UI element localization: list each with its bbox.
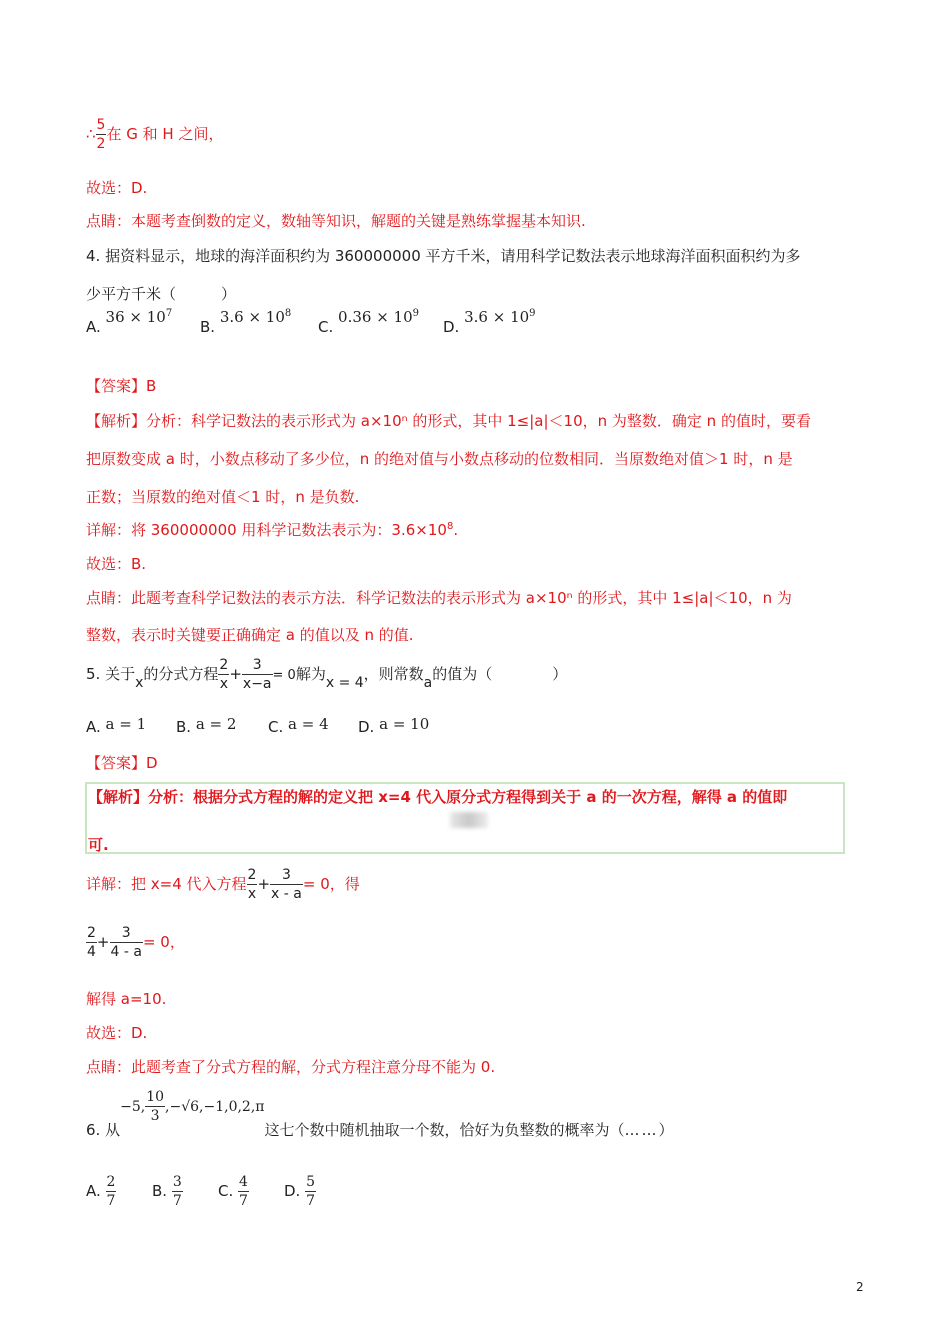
q4-comment-line1: 点睛：此题考查科学记数法的表示方法．科学记数法的表示形式为 a×10ⁿ 的形式，其中 1≤|a|＜10，n 为 (86, 589, 792, 607)
q4-answer: 【答案】B (86, 377, 157, 395)
blurred-watermark (450, 812, 488, 828)
q4-stem-line2: 少平方千米（ ） (86, 285, 237, 303)
q4-analysis-line3: 正数；当原数的绝对值＜1 时，n 是负数. (86, 488, 360, 506)
q5-answer: 【答案】D (86, 754, 158, 772)
q6-option-b: B. $\frac{3}{7}$ (152, 1174, 182, 1209)
q4-option-b: B. $3.6 \times 10^8$ (200, 308, 292, 336)
q6-option-a: A. $\frac{2}{7}$ (86, 1174, 116, 1209)
therefore-symbol: ∴ (86, 125, 96, 143)
q4-analysis-line1: 【解析】分析：科学记数法的表示形式为 a×10ⁿ 的形式，其中 1≤|a|＜10，n 为整数．确定 n 的值时，要看 (86, 412, 811, 430)
q5-analysis-line2: 可. (88, 836, 109, 854)
q6-stem: 6. 从−5, $\frac{10}{3}$ ,−√6,−1,0,2,π这七个数中随机抽取一个数，恰好为负整数的概率为（……） (86, 1089, 674, 1139)
therefore-text: 在 G 和 H 之间， (106, 125, 224, 143)
q5-choose: 故选：D. (86, 1024, 148, 1042)
q5-comment: 点睛：此题考查了分式方程的解，分式方程注意分母不能为 0. (86, 1058, 496, 1076)
q4-choose: 故选：B. (86, 555, 147, 573)
q4-option-a: A. $36 \times 10^7$ (86, 308, 173, 336)
fraction: $\frac{5}{2}$ (96, 117, 106, 152)
choose-line: 故选：D. (86, 179, 148, 197)
q5-stem: 5. 关于x的分式方程 $\frac{2}{x}$ + $\frac{3}{x-a}$ = 0解为x = 4，则常数a的值为（ ） (86, 657, 568, 692)
q5-solve: 解得 a=10. (86, 990, 167, 1008)
q5-option-d: D. a = 10 (358, 715, 430, 736)
q5-equation: $\frac{2}{4}$ + $\frac{3}{4 - a}$ = 0， (87, 925, 185, 960)
q4-analysis-line2: 把原数变成 a 时，小数点移动了多少位，n 的绝对值与小数点移动的位数相同．当原数绝对值＞1 时，n 是 (86, 450, 793, 468)
q5-option-c: C. a = 4 (268, 715, 329, 736)
therefore-line (86, 118, 223, 151)
q6-option-d: D. $\frac{5}{7}$ (284, 1174, 316, 1209)
q4-detail: 详解：将 360000000 用科学记数法表示为：$3.6\times 10^8$. (86, 521, 459, 539)
q5-analysis-line1: 【解析】分析：根据分式方程的解的定义把 x=4 代入原分式方程得到关于 a 的一次方程，解得 a 的值即 (88, 788, 788, 806)
q6-option-c: C. $\frac{4}{7}$ (218, 1174, 248, 1209)
page-number: 2 (856, 1280, 864, 1294)
q4-option-d: D. $3.6 \times 10^9$ (443, 308, 536, 336)
q4-comment-line2: 整数，表示时关键要正确确定 a 的值以及 n 的值. (86, 626, 414, 644)
comment-line: 点睛：本题考查倒数的定义，数轴等知识，解题的关键是熟练掌握基本知识. (86, 212, 586, 230)
q5-option-a: A. a = 1 (86, 715, 147, 736)
q5-option-b: B. a = 2 (176, 715, 237, 736)
q4-stem-line1: 4. 据资料显示，地球的海洋面积约为 360000000 平方千米，请用科学记数法表示地球海洋面积面积约为多 (86, 247, 801, 265)
q4-option-c: C. $0.36 \times 10^9$ (318, 308, 419, 336)
q5-detail: 详解：把 x=4 代入方程 $\frac{2}{x}$ + $\frac{3}{x - a}$ = 0，得 (86, 867, 360, 902)
